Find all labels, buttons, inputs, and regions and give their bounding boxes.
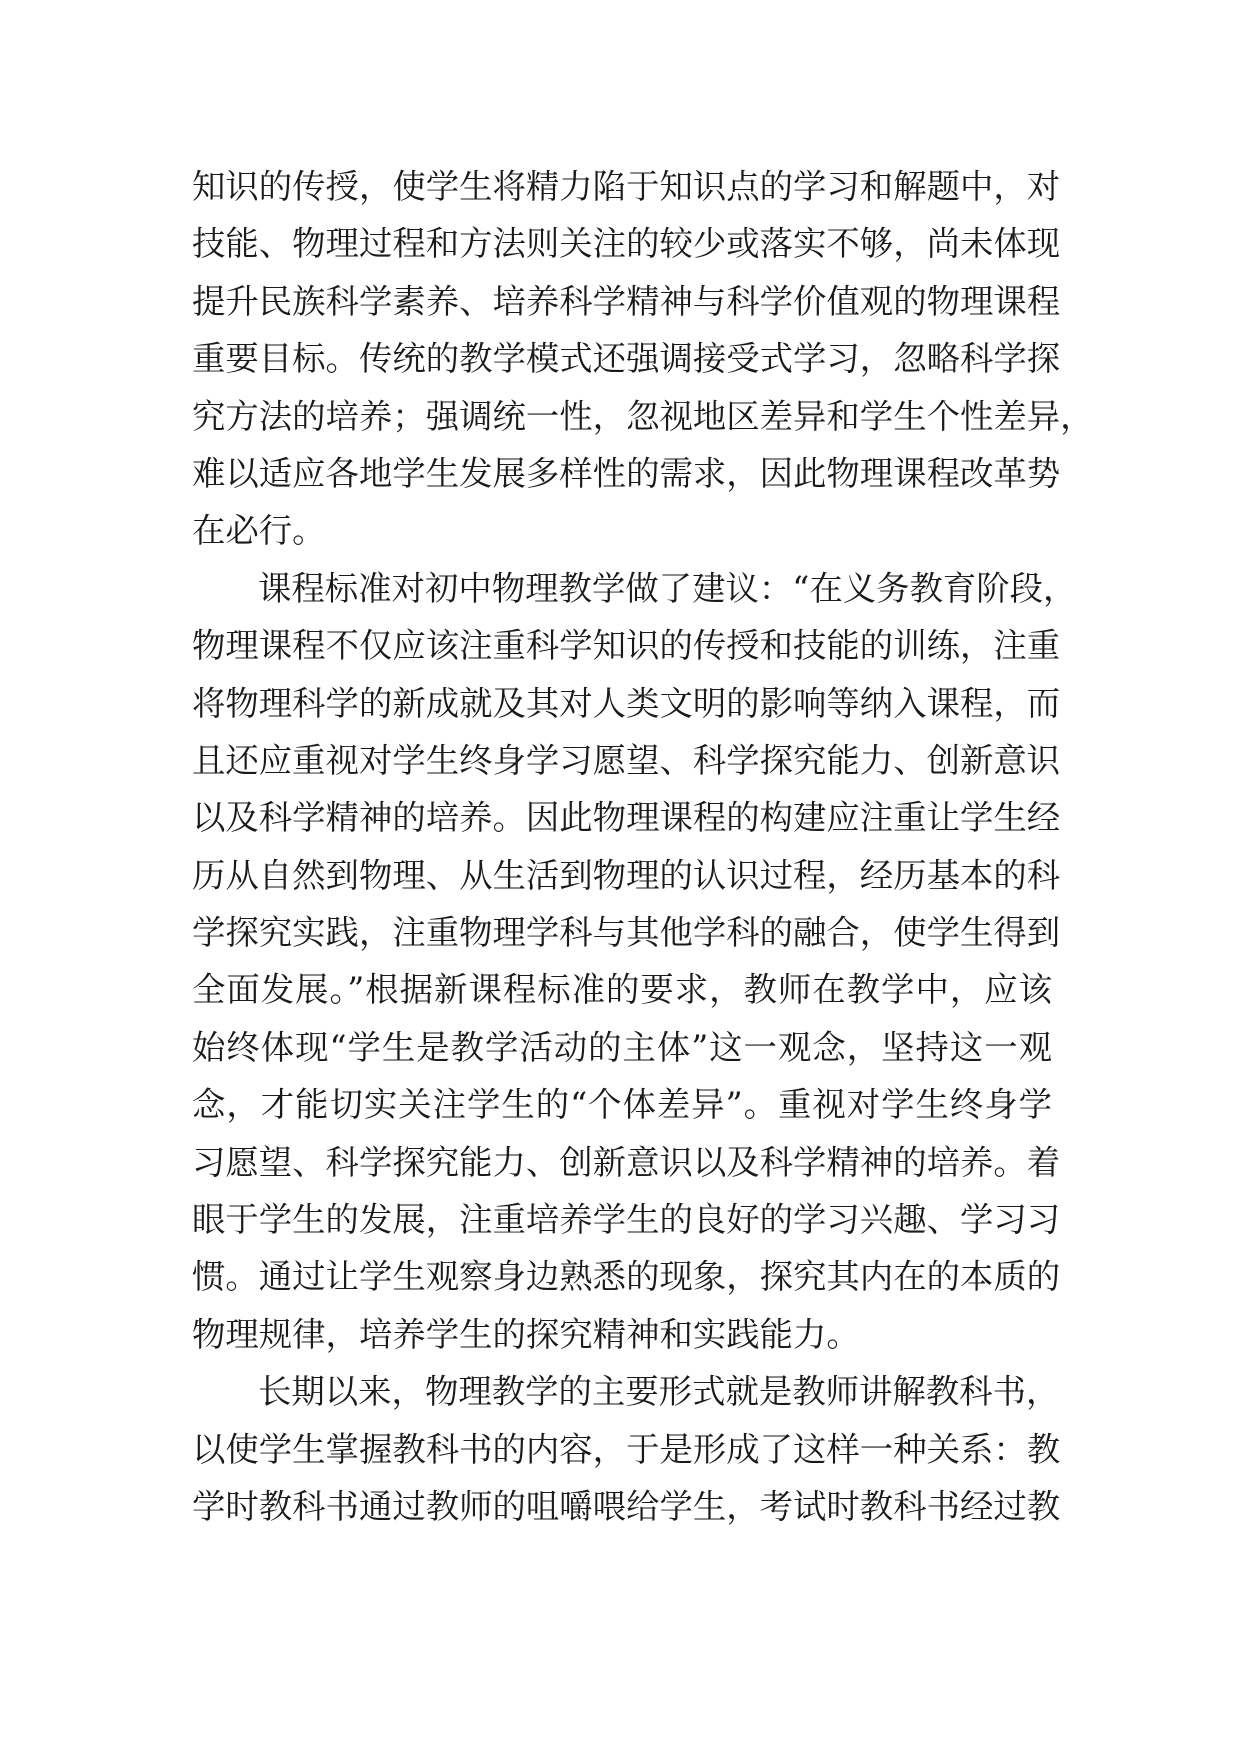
text-line: 学探究实践，注重物理学科与其他学科的融合，使学生得到 — [192, 913, 1061, 953]
text-line: 念，才能切实关注学生的“个体差异”。重视对学生终身学 — [192, 1085, 1052, 1125]
text-line: 全面发展。”根据新课程标准的要求，教师在教学中，应该 — [192, 970, 1052, 1010]
text-line: 学时教科书通过教师的咀嚼喂给学生，考试时教科书经过教 — [192, 1486, 1061, 1526]
text-line: 知识的传授，使学生将精力陷于知识点的学习和解题中，对 — [192, 167, 1061, 206]
text-line: 难以适应各地学生发展多样性的需求，因此物理课程改革势 — [192, 453, 1061, 493]
text-line: 究方法的培养；强调统一性，忽视地区差异和学生个性差异， — [192, 396, 1094, 436]
text-line: 以及科学精神的培养。因此物理课程的构建应注重让学生经 — [192, 798, 1061, 838]
text-line: 物理规律，培养学生的探究精神和实践能力。 — [192, 1314, 860, 1354]
text-line: 始终体现“学生是教学活动的主体”这一观念，坚持这一观 — [192, 1027, 1052, 1067]
text-line: 以使学生掌握教科书的内容，于是形成了这样一种关系：教 — [192, 1429, 1061, 1469]
text-line: 眼于学生的发展，注重培养学生的良好的学习兴趣、学习习 — [192, 1200, 1061, 1240]
text-line: 物理课程不仅应该注重科学知识的传授和技能的训练，注重 — [192, 626, 1061, 666]
text-line: 将物理科学的新成就及其对人类文明的影响等纳入课程，而 — [192, 683, 1061, 723]
text-line: 惯。通过让学生观察身边熟悉的现象，探究其内在的本质的 — [192, 1257, 1061, 1297]
text-line: 技能、物理过程和方法则关注的较少或落实不够，尚未体现 — [192, 224, 1061, 264]
text-line: 习愿望、科学探究能力、创新意识以及科学精神的培养。着 — [192, 1142, 1061, 1182]
text-line: 重要目标。传统的教学模式还强调接受式学习，忽略科学探 — [192, 339, 1061, 379]
paragraph-first-line: 课程标准对初中物理教学做了建议：“在义务教育阶段， — [258, 568, 1077, 608]
text-line: 提升民族科学素养、培养科学精神与科学价值观的物理课程 — [192, 281, 1061, 321]
body-text — [192, 158, 1094, 1535]
text-line: 在必行。 — [192, 511, 326, 551]
paragraph-first-line: 长期以来，物理教学的主要形式就是教师讲解教科书， — [258, 1372, 1060, 1412]
text-line: 且还应重视对学生终身学习愿望、科学探究能力、创新意识 — [192, 740, 1061, 780]
text-line: 历从自然到物理、从生活到物理的认识过程，经历基本的科 — [192, 855, 1061, 895]
